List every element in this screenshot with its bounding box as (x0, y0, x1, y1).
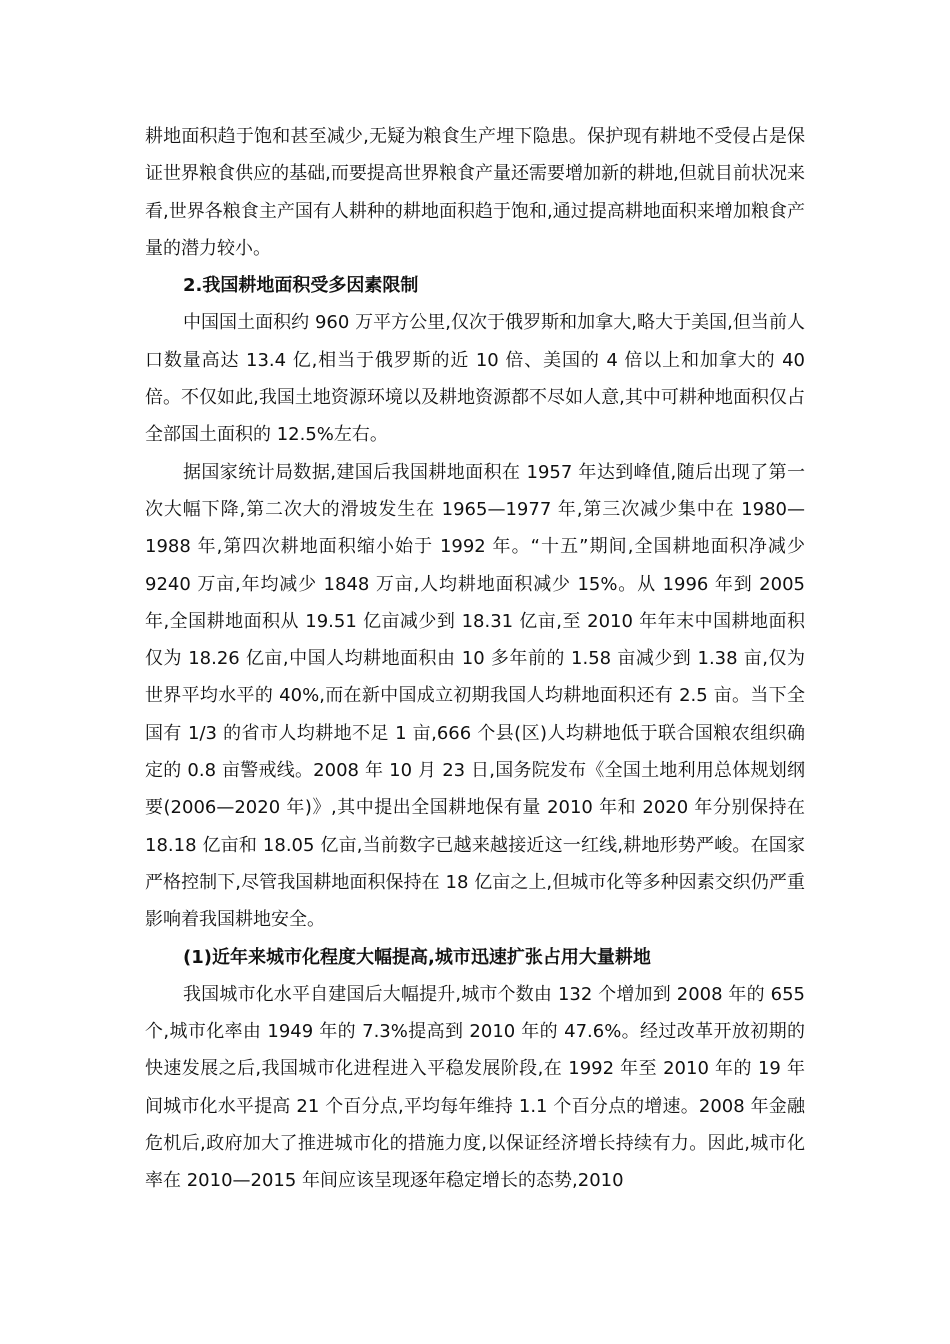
paragraph-arable-land-saturation: 耕地面积趋于饱和甚至减少,无疑为粮食生产埋下隐患。保护现有耕地不受侵占是保证世界粮食供应的基础,而要提高世界粮食产量还需要增加新的耕地,但就目前状况来看,世界各粮食主产国有人耕种的耕地面积趋于饱和,通过提高耕地面积来增加粮食产量的潜力较小。 (145, 126, 805, 259)
section-heading-2: 2.我国耕地面积受多因素限制 (183, 275, 419, 297)
paragraph-statistics: 据国家统计局数据,建国后我国耕地面积在 1957 年达到峰值,随后出现了第一次大幅下降,第二次大的滑坡发生在 1965—1977 年,第三次减少集中在 1980—1988 年,第四次耕地面积缩小始于 1992 年。“十五”期间,全国耕地面积净减少 9240 万亩,年均减少 1848 万亩,人均耕地面积减少 15%。从 1996 年到 2005 年,全国耕地面积从 19.51 亿亩减少到 18.31 亿亩,至 2010 年年末中国耕地面积仅为 18.26 亿亩,中国人均耕地面积由 10 多年前的 1.58 亩减少到 1.38 亩,仅为世界平均水平的 40%,而在新中国成立初期我国人均耕地面积还有 2.5 亩。当下全国有 1/3 的省市人均耕地不足 1 亩,666 个县(区)人均耕地低于联合国粮农组织确定的 0.8 亩警戒线。2008 年 10 月 23 日,国务院发布《全国土地利用总体规划纲要(2006—2020 年)》,其中提出全国耕地保有量 2010 年和 2020 年分别保持在 18.18 亿亩和 18.05 亿亩,当前数字已越来越接近这一红线,耕地形势严峻。在国家严格控制下,尽管我国耕地面积保持在 18 亿亩之上,但城市化等多种因素交织仍严重影响着我国耕地安全。 (145, 461, 805, 931)
paragraph-urbanization: 我国城市化水平自建国后大幅提升,城市个数由 132 个增加到 2008 年的 655 个,城市化率由 1949 年的 7.3%提高到 2010 年的 47.6%。经过改革开放初期的快速发展之后,我国城市化进程进入平稳发展阶段,在 1992 年至 2010 年的 19 年间城市化水平提高 21 个百分点,平均每年维持 1.1 个百分点的增速。2008 年金融危机后,政府加大了推进城市化的措施力度,以保证经济增长持续有力。因此,城市化率在 2010—2015 年间应该呈现逐年稳定增长的态势,2010 (145, 983, 805, 1192)
paragraph-land-area: 中国国土面积约 960 万平方公里,仅次于俄罗斯和加拿大,略大于美国,但当前人口数量高达 13.4 亿,相当于俄罗斯的近 10 倍、美国的 4 倍以上和加拿大的 40 倍。不仅如此,我国土地资源环境以及耕地资源都不尽如人意,其中可耕种地面积仅占全部国土面积的 12.5%左右。 (145, 312, 805, 446)
document-page (145, 118, 805, 1200)
subsection-heading-1: (1)近年来城市化程度大幅提高,城市迅速扩张占用大量耕地 (183, 946, 651, 968)
